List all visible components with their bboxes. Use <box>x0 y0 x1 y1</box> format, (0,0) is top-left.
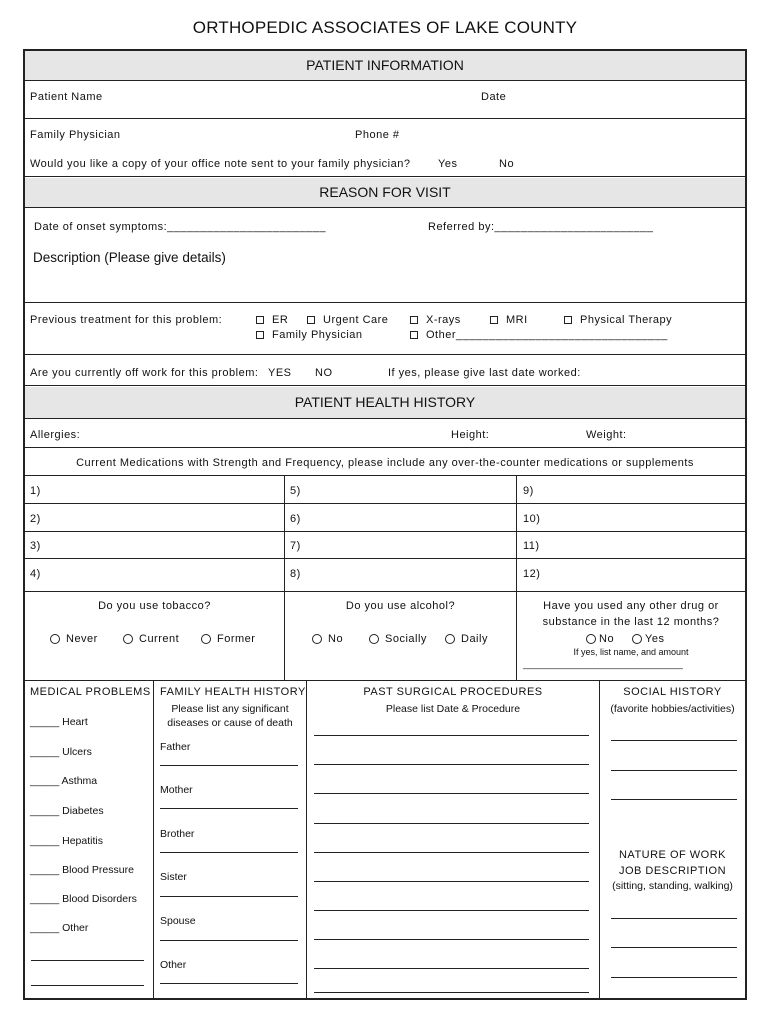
checkbox-icon <box>307 316 315 324</box>
med-row[interactable]: 2) <box>30 513 41 525</box>
surgical-line[interactable] <box>314 735 589 736</box>
family-member-sister: Sister <box>160 871 187 883</box>
family-history-sub2: diseases or cause of death <box>167 717 293 729</box>
surgical-line[interactable] <box>314 764 589 765</box>
radio-icon <box>586 634 596 644</box>
section-header-health-history: PATIENT HEALTH HISTORY <box>25 387 745 418</box>
job-description-label: JOB DESCRIPTION <box>618 865 727 877</box>
copy-yes-option[interactable]: Yes <box>438 158 458 170</box>
treatment-mri-checkbox[interactable]: MRI <box>490 314 528 326</box>
drug-yes-radio[interactable]: Yes <box>632 633 664 645</box>
drug-entry-line[interactable]: ________________________________ <box>523 659 683 670</box>
treatment-urgent-care-checkbox[interactable]: Urgent Care <box>307 314 388 326</box>
nature-of-work-label: NATURE OF WORK <box>618 849 726 861</box>
med-row[interactable]: 6) <box>290 513 301 525</box>
checkbox-icon <box>256 316 264 324</box>
family-member-father: Father <box>160 741 191 753</box>
off-work-no-option[interactable]: NO <box>315 367 333 379</box>
family-sister-line[interactable] <box>160 896 298 897</box>
drug-question-line1: Have you used any other drug or <box>543 600 719 612</box>
surgical-line[interactable] <box>314 823 589 824</box>
social-history-header: SOCIAL HISTORY <box>623 686 722 698</box>
off-work-question: Are you currently off work for this problem: <box>30 367 259 379</box>
phone-label: Phone # <box>355 129 400 141</box>
tobacco-question: Do you use tobacco? <box>98 600 211 612</box>
copy-question: Would you like a copy of your office note sent to your family physician? <box>30 158 411 170</box>
checkbox-icon <box>256 331 264 339</box>
medical-item-heart[interactable]: _____ Heart <box>30 716 88 728</box>
alcohol-daily-radio[interactable]: Daily <box>445 633 488 645</box>
treatment-er-checkbox[interactable]: ER <box>256 314 288 326</box>
med-row[interactable]: 7) <box>290 540 301 552</box>
checkbox-icon <box>564 316 572 324</box>
checkbox-icon <box>490 316 498 324</box>
work-line[interactable] <box>611 918 737 919</box>
surgical-line[interactable] <box>314 939 589 940</box>
form-title: ORTHOPEDIC ASSOCIATES OF LAKE COUNTY <box>192 18 578 37</box>
social-history-sub: (favorite hobbies/activities) <box>610 703 735 715</box>
section-header-patient-info: PATIENT INFORMATION <box>25 51 745 80</box>
drug-no-radio[interactable]: No <box>586 633 614 645</box>
tobacco-never-radio[interactable]: Never <box>50 633 98 645</box>
surgical-line[interactable] <box>314 910 589 911</box>
med-row[interactable]: 3) <box>30 540 41 552</box>
weight-label: Weight: <box>586 429 627 441</box>
med-row[interactable]: 8) <box>290 568 301 580</box>
surgical-sub: Please list Date & Procedure <box>385 703 521 715</box>
medical-item-diabetes[interactable]: _____ Diabetes <box>30 805 104 817</box>
medical-item-asthma[interactable]: _____ Asthma <box>30 775 98 787</box>
family-member-mother: Mother <box>160 784 193 796</box>
alcohol-no-radio[interactable]: No <box>312 633 343 645</box>
med-row[interactable]: 9) <box>523 485 534 497</box>
family-other-line[interactable] <box>160 983 298 984</box>
alcohol-socially-radio[interactable]: Socially <box>369 633 427 645</box>
family-father-line[interactable] <box>160 765 298 766</box>
last-date-worked-label: If yes, please give last date worked: <box>388 367 581 379</box>
social-line[interactable] <box>611 799 737 800</box>
off-work-yes-option[interactable]: YES <box>268 367 292 379</box>
drug-note: If yes, list name, and amount <box>573 647 689 657</box>
social-line[interactable] <box>611 770 737 771</box>
family-brother-line[interactable] <box>160 852 298 853</box>
radio-icon <box>123 634 133 644</box>
medical-problems-header: MEDICAL PROBLEMS <box>30 686 151 698</box>
medications-label: Current Medications with Strength and Frequency, please include any over-the-counter medications or supplements <box>76 457 694 469</box>
social-line[interactable] <box>611 740 737 741</box>
drug-question-line2: substance in the last 12 months? <box>542 616 720 628</box>
surgical-line[interactable] <box>314 881 589 882</box>
treatment-family-physician-checkbox[interactable]: Family Physician <box>256 329 363 341</box>
med-row[interactable]: 4) <box>30 568 41 580</box>
work-line[interactable] <box>611 977 737 978</box>
referred-by-field[interactable]: Referred by:________________________ <box>428 221 654 233</box>
family-member-other: Other <box>160 959 187 971</box>
med-row[interactable]: 12) <box>523 568 541 580</box>
work-line[interactable] <box>611 947 737 948</box>
surgical-line[interactable] <box>314 992 589 993</box>
allergies-label: Allergies: <box>30 429 81 441</box>
tobacco-current-radio[interactable]: Current <box>123 633 179 645</box>
description-label: Description (Please give details) <box>33 250 226 265</box>
onset-field[interactable]: Date of onset symptoms:________________________ <box>34 221 326 233</box>
treatment-physical-therapy-checkbox[interactable]: Physical Therapy <box>564 314 672 326</box>
treatment-xrays-checkbox[interactable]: X-rays <box>410 314 461 326</box>
radio-icon <box>201 634 211 644</box>
family-member-spouse: Spouse <box>160 915 196 927</box>
date-label: Date <box>481 91 507 103</box>
tobacco-former-radio[interactable]: Former <box>201 633 255 645</box>
family-physician-label: Family Physician <box>30 129 121 141</box>
radio-icon <box>632 634 642 644</box>
medical-item-other[interactable]: _____ Other <box>30 922 89 934</box>
med-row[interactable]: 5) <box>290 485 301 497</box>
family-history-header: FAMILY HEALTH HISTORY <box>160 686 306 698</box>
patient-name-label: Patient Name <box>30 91 103 103</box>
family-member-brother: Brother <box>160 828 195 840</box>
radio-icon <box>369 634 379 644</box>
section-header-reason: REASON FOR VISIT <box>25 178 745 207</box>
surgical-line[interactable] <box>314 852 589 853</box>
checkbox-icon <box>410 331 418 339</box>
family-mother-line[interactable] <box>160 808 298 809</box>
medical-item-hepatitis[interactable]: _____ Hepatitis <box>30 835 103 847</box>
treatment-other-checkbox[interactable]: Other________________________________ <box>410 329 668 341</box>
prev-treatment-label: Previous treatment for this problem: <box>30 314 223 326</box>
med-row[interactable]: 10) <box>523 513 541 525</box>
checkbox-icon <box>410 316 418 324</box>
height-label: Height: <box>451 429 490 441</box>
medical-item-blood-disorders[interactable]: _____ Blood Disorders <box>30 893 137 905</box>
med-row[interactable]: 11) <box>523 540 540 552</box>
job-description-sub: (sitting, standing, walking) <box>612 880 733 892</box>
medical-item-blood-pressure[interactable]: _____ Blood Pressure <box>30 864 134 876</box>
radio-icon <box>312 634 322 644</box>
surgical-line[interactable] <box>314 968 589 969</box>
medical-item-ulcers[interactable]: _____ Ulcers <box>30 746 92 758</box>
family-history-sub1: Please list any significant <box>171 703 289 715</box>
surgical-line[interactable] <box>314 793 589 794</box>
alcohol-question: Do you use alcohol? <box>345 600 456 612</box>
medical-extra-line[interactable] <box>31 960 144 961</box>
surgical-header: PAST SURGICAL PROCEDURES <box>363 686 543 698</box>
radio-icon <box>50 634 60 644</box>
med-row[interactable]: 1) <box>30 485 41 497</box>
medical-extra-line[interactable] <box>31 985 144 986</box>
family-spouse-line[interactable] <box>160 940 298 941</box>
copy-no-option[interactable]: No <box>499 158 515 170</box>
radio-icon <box>445 634 455 644</box>
